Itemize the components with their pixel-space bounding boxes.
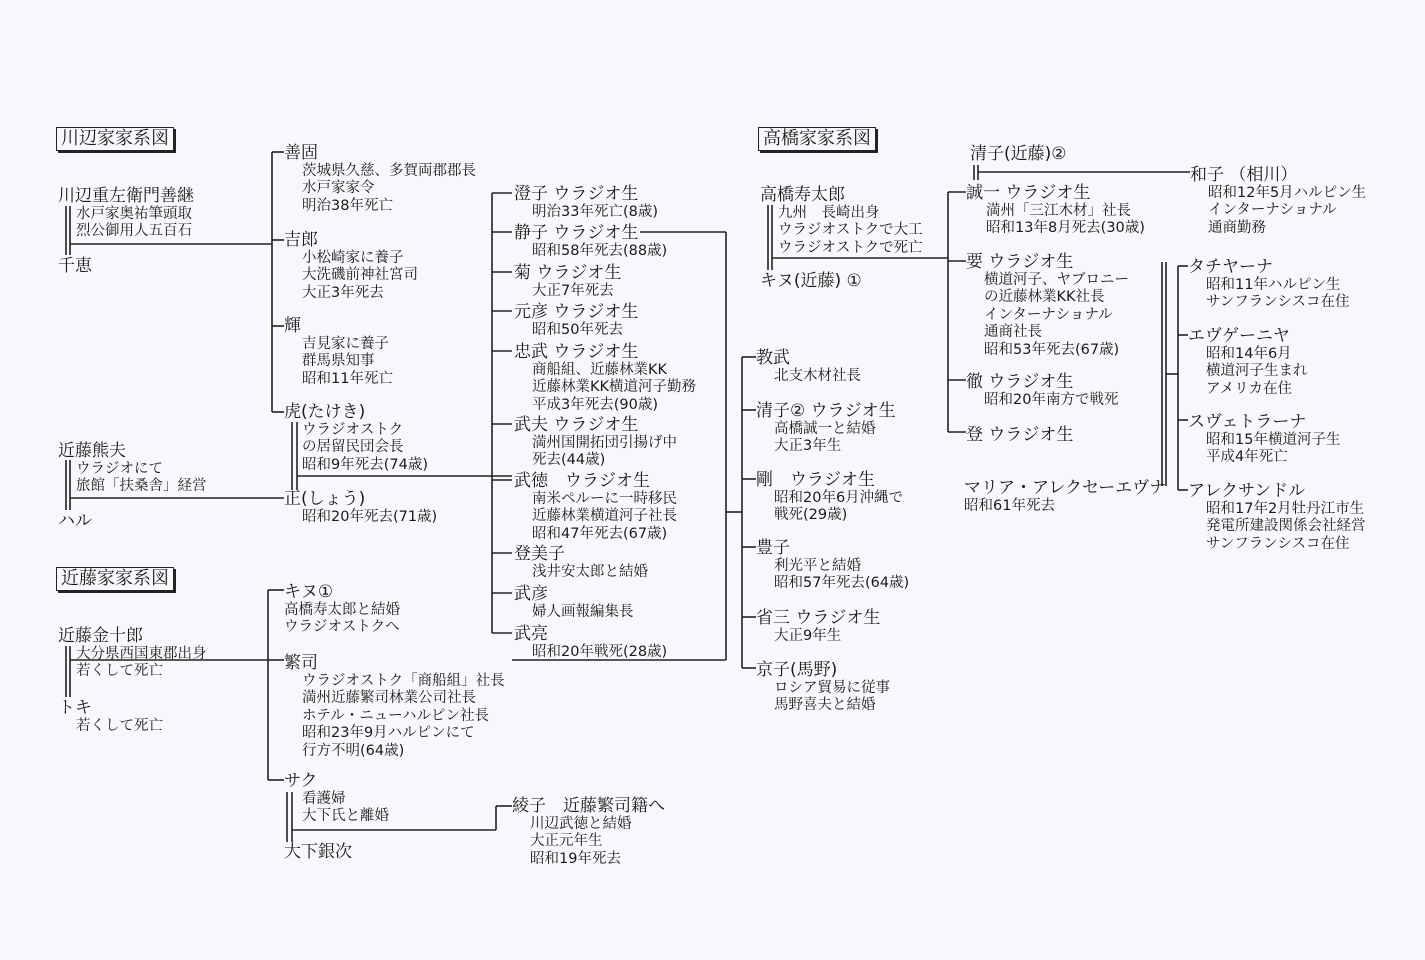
person-name: キヌ(近藤) ① <box>760 271 862 291</box>
detail-line: 大正9年生 <box>774 628 842 644</box>
person-details <box>514 362 696 414</box>
detail-line: 戦死(29歳) <box>774 507 848 524</box>
child-sumiko <box>514 184 658 221</box>
person-kiyoko-kondo <box>970 144 1067 164</box>
person-details <box>964 498 1166 515</box>
detail-line: 昭和20年死去(71歳) <box>302 509 438 525</box>
person-name: 善固 <box>284 143 318 163</box>
person-name: 教武 <box>756 348 790 368</box>
detail-line: 浅井安太郎と結婚 <box>532 564 648 580</box>
child-kiku <box>514 263 621 300</box>
person-ayako <box>512 796 665 868</box>
detail-line: 昭和58年死去(88歳) <box>532 243 668 259</box>
person-details <box>58 461 207 496</box>
person-details <box>284 673 505 760</box>
detail-line: 水戸家奥祐筆頭取 <box>76 206 192 222</box>
detail-line: 昭和19年死去 <box>530 850 621 867</box>
detail-line: 昭和11年死亡 <box>302 370 393 387</box>
person-takahashi-kinu <box>760 271 862 291</box>
person-details <box>284 422 428 474</box>
child-tomiko <box>514 544 648 581</box>
person-details <box>514 604 634 621</box>
person-name: 武夫 ウラジオ生 <box>514 415 639 435</box>
person-name: 要 ウラジオ生 <box>966 252 1074 272</box>
person-name: 剛 ウラジオ生 <box>756 470 875 490</box>
person-details <box>514 491 677 543</box>
detail-line: 昭和20年南方で戦死 <box>984 392 1119 408</box>
detail-line: 昭和50年死去 <box>532 322 623 338</box>
detail-line: 昭和20年戦死(28歳) <box>532 644 668 660</box>
detail-line: の居留民団会長 <box>302 439 404 456</box>
person-takahashi-jutaro <box>760 185 923 257</box>
person-kaname <box>966 252 1129 359</box>
detail-line: 昭和12年5月ハルピン生 <box>1208 185 1367 201</box>
child-takeo <box>514 415 677 470</box>
detail-line: 通商社長 <box>984 324 1042 341</box>
detail-line: 茨城県久慈、多賀両郡郡長 <box>302 163 476 179</box>
detail-line: アメリカ在住 <box>1206 380 1292 397</box>
person-name: 武彦 <box>514 584 548 604</box>
detail-line: 高橋誠一と結婚 <box>774 421 876 437</box>
detail-line: 大洗磯前神社宮司 <box>302 267 418 284</box>
detail-line: 満州近藤繁司林業公司社長 <box>302 690 476 707</box>
detail-line: 発電所建設関係会社経営 <box>1206 518 1366 535</box>
person-name: 菊 ウラジオ生 <box>514 263 622 283</box>
detail-line: ウラジオストクで大工 <box>778 222 923 239</box>
detail-line: 昭和17年2月牡丹江市生 <box>1206 501 1365 517</box>
detail-line: 南米ペルーに一時移民 <box>532 491 677 507</box>
detail-line: ウラジオストク「商船組」社長 <box>302 673 505 689</box>
detail-line: 大正3年生 <box>774 438 842 455</box>
person-details <box>284 163 476 215</box>
person-details <box>966 392 1118 409</box>
detail-line: 若くして死亡 <box>76 663 163 680</box>
person-name: 吉郎 <box>284 230 318 250</box>
detail-line: 川辺武徳と結婚 <box>530 816 632 832</box>
person-name: マリア・アレクセーエヴナ <box>964 478 1167 498</box>
person-name: 省三 ウラジオ生 <box>756 608 881 628</box>
detail-line: インターナショナル <box>984 306 1113 323</box>
child-noritake <box>756 348 861 385</box>
person-details <box>756 680 890 715</box>
person-oshita-ginji <box>284 842 352 862</box>
detail-line: ロシア貿易に従事 <box>774 680 890 696</box>
detail-line: 横道河子生まれ <box>1206 363 1308 380</box>
detail-line: 昭和57年死去(64歳) <box>774 575 910 592</box>
person-name: 輝 <box>284 316 301 336</box>
detail-line: 婦人画報編集長 <box>532 604 634 620</box>
child-takesuke <box>514 624 667 661</box>
person-haru <box>58 511 92 531</box>
person-name: 清子(近藤)② <box>970 144 1067 164</box>
child-kyoko <box>756 660 890 715</box>
detail-line: 大下氏と離婚 <box>302 808 389 825</box>
person-details <box>756 558 909 593</box>
person-name: 武徳 ウラジオ生 <box>514 471 650 491</box>
person-kichiro <box>284 230 418 302</box>
detail-line: 小松崎家に養子 <box>302 250 404 266</box>
detail-line: サンフランシスコ在住 <box>1206 294 1350 311</box>
detail-line: サンフランシスコ在住 <box>1206 535 1350 552</box>
person-name: 川辺重左衛門善継 <box>58 186 194 206</box>
detail-line: ウラジオにて <box>76 461 163 477</box>
person-kazuko <box>1190 165 1366 237</box>
person-details <box>284 250 418 302</box>
detail-line: 馬野喜夫と結婚 <box>774 697 876 714</box>
detail-line: 大正元年生 <box>530 833 603 850</box>
detail-line: 近藤林業横道河子社長 <box>532 508 677 525</box>
person-sho <box>284 489 437 526</box>
person-name: 忠武 ウラジオ生 <box>514 342 639 362</box>
detail-line: ウラジオストクへ <box>284 619 400 636</box>
detail-line: ホテル・ニューハルピン社長 <box>302 707 490 724</box>
person-name: 誠一 ウラジオ生 <box>966 183 1091 203</box>
person-details <box>756 421 896 456</box>
detail-line: ウラジオストク <box>302 422 404 438</box>
person-details <box>966 203 1145 238</box>
detail-line: の近藤林業KK社長 <box>984 289 1105 306</box>
child-shozo <box>756 608 880 645</box>
person-toru <box>966 372 1118 409</box>
person-name: 徹 ウラジオ生 <box>966 372 1074 392</box>
person-name: 武亮 <box>514 624 548 644</box>
person-details <box>58 718 163 735</box>
detail-line: 昭和15年横道河子生 <box>1206 432 1341 448</box>
person-name: タチヤーナ <box>1188 257 1273 277</box>
detail-line: 明治33年死亡(8歳) <box>532 204 658 220</box>
detail-line: 横道河子、ヤブロニー <box>984 272 1129 288</box>
detail-line: 昭和13年8月死去(30歳) <box>986 220 1145 237</box>
person-seiichi <box>966 183 1145 238</box>
person-name: 静子 ウラジオ生 <box>514 223 639 243</box>
child-toyoko <box>756 538 909 593</box>
detail-line: 昭和14年6月 <box>1206 346 1292 362</box>
person-details <box>512 816 665 868</box>
detail-line: 若くして死亡 <box>76 718 163 734</box>
detail-line: 水戸家家令 <box>302 180 375 197</box>
person-details <box>58 206 194 241</box>
detail-line: 昭和23年9月ハルピンにて <box>302 725 475 742</box>
detail-line: 利光平と結婚 <box>774 558 861 574</box>
detail-line: 大正3年死去 <box>302 284 384 301</box>
detail-line: 昭和53年死去(67歳) <box>984 341 1120 358</box>
person-tora <box>284 402 428 474</box>
person-name: 登美子 <box>514 544 565 564</box>
person-name: スヴェトラーナ <box>1188 412 1307 432</box>
detail-line: 死去(44歳) <box>532 452 606 469</box>
detail-line: 昭和9年死去(74歳) <box>302 456 428 473</box>
detail-line: 群馬県知事 <box>302 353 375 370</box>
person-name: 澄子 ウラジオ生 <box>514 184 639 204</box>
detail-line: 高橋寿太郎と結婚 <box>284 602 400 618</box>
child-kiyoko <box>756 401 896 456</box>
person-name: 登 ウラジオ生 <box>966 425 1074 445</box>
person-name: 京子(馬野) <box>756 660 838 680</box>
person-details <box>760 205 923 257</box>
child-takehiko <box>514 584 634 621</box>
detail-line: 昭和47年死去(67歳) <box>532 525 668 542</box>
person-name: 綾子 近藤繁司籍へ <box>512 796 665 816</box>
person-name: 千恵 <box>58 256 92 276</box>
person-details <box>756 628 880 645</box>
person-name: 繁司 <box>284 653 318 673</box>
detail-line: 大正7年死去 <box>532 283 614 299</box>
detail-line: 旅館「扶桑舎」経営 <box>76 478 207 495</box>
detail-line: 平成3年死去(90歳) <box>532 396 658 413</box>
person-details <box>1188 277 1349 312</box>
person-name: サク <box>284 771 318 791</box>
child-takenori <box>514 471 677 543</box>
kawabe-family-title: 川辺家家系図 <box>56 127 174 151</box>
person-name: キヌ① <box>284 582 334 602</box>
person-saku <box>284 771 389 826</box>
detail-line: 明治38年死亡 <box>302 197 393 214</box>
person-details <box>1190 185 1366 237</box>
detail-line: 大分県西国東郡出身 <box>76 646 207 662</box>
person-kondo-kumao <box>58 441 207 496</box>
detail-line: 北支木材社長 <box>774 368 861 384</box>
person-maria <box>964 478 1166 515</box>
detail-line: 満州国開拓団引揚げ中 <box>532 435 677 451</box>
person-details <box>284 602 400 637</box>
person-details <box>514 243 667 260</box>
grandchild-svetlana <box>1188 412 1340 467</box>
child-tsuyoshi <box>756 470 903 525</box>
person-details <box>284 791 389 826</box>
person-name: 近藤熊夫 <box>58 441 126 461</box>
person-details <box>1188 501 1366 553</box>
person-teru <box>284 316 393 388</box>
detail-line: 看護婦 <box>302 791 346 807</box>
child-tadatake <box>514 342 696 414</box>
detail-line: 烈公御用人五百石 <box>76 223 192 240</box>
grandchild-tatiana <box>1188 257 1349 312</box>
person-kondo-kinu <box>284 582 400 637</box>
grandchild-evgenia <box>1188 326 1308 398</box>
detail-line: ウラジオストクで死亡 <box>778 239 923 256</box>
person-name: 高橋寿太郎 <box>760 185 845 205</box>
person-details <box>514 283 621 300</box>
person-name: 正(しょう) <box>284 489 366 509</box>
person-details <box>756 490 903 525</box>
takahashi-family-title: 高橋家家系図 <box>758 127 876 151</box>
person-details <box>514 322 638 339</box>
person-name: アレクサンドル <box>1188 481 1306 501</box>
detail-line: 吉見家に養子 <box>302 336 389 352</box>
detail-line: 満州「三江木材」社長 <box>986 203 1131 219</box>
person-name: 和子 （相川） <box>1190 165 1298 185</box>
person-zenko <box>284 143 476 215</box>
person-name: エヴゲーニヤ <box>1188 326 1290 346</box>
person-name: 近藤金十郎 <box>58 626 143 646</box>
person-details <box>966 272 1129 359</box>
child-shizuko <box>514 223 667 260</box>
detail-line: 昭和61年死去 <box>964 498 1055 514</box>
person-name: 虎(たけき) <box>284 402 366 422</box>
person-noboru <box>966 425 1073 445</box>
person-details <box>514 204 658 221</box>
person-details <box>756 368 861 385</box>
person-toki <box>58 698 163 735</box>
person-details <box>58 646 207 681</box>
detail-line: 昭和11年ハルピン生 <box>1206 277 1341 293</box>
detail-line: 昭和20年6月沖縄で <box>774 490 904 506</box>
detail-line: 行方不明(64歳) <box>302 742 405 759</box>
detail-line: 平成4年死亡 <box>1206 449 1288 466</box>
person-chie <box>58 256 92 276</box>
person-kawabe-shigesaemon <box>58 186 194 241</box>
detail-line: 商船組、近藤林業KK <box>532 362 668 378</box>
person-name: 豊子 <box>756 538 790 558</box>
person-details <box>514 564 648 581</box>
person-details <box>284 336 393 388</box>
person-details <box>1188 432 1340 467</box>
person-kondo-kinjuro <box>58 626 207 681</box>
grandchild-aleksandr <box>1188 481 1366 553</box>
person-details <box>514 644 667 661</box>
detail-line: 九州 長崎出身 <box>778 205 880 221</box>
person-details <box>284 509 437 526</box>
detail-line: インターナショナル <box>1208 202 1337 219</box>
person-details <box>514 435 677 470</box>
person-shigeji <box>284 653 505 760</box>
person-name: 大下銀次 <box>284 842 352 862</box>
person-name: 清子② ウラジオ生 <box>756 401 896 421</box>
person-details <box>1188 346 1308 398</box>
person-name: ハル <box>58 511 92 531</box>
person-name: トキ <box>58 698 92 718</box>
kondo-family-title: 近藤家家系図 <box>56 567 174 591</box>
child-motohiko <box>514 302 638 339</box>
detail-line: 通商勤務 <box>1208 219 1266 236</box>
person-name: 元彦 ウラジオ生 <box>514 302 639 322</box>
detail-line: 近藤林業KK横道河子勤務 <box>532 379 697 396</box>
